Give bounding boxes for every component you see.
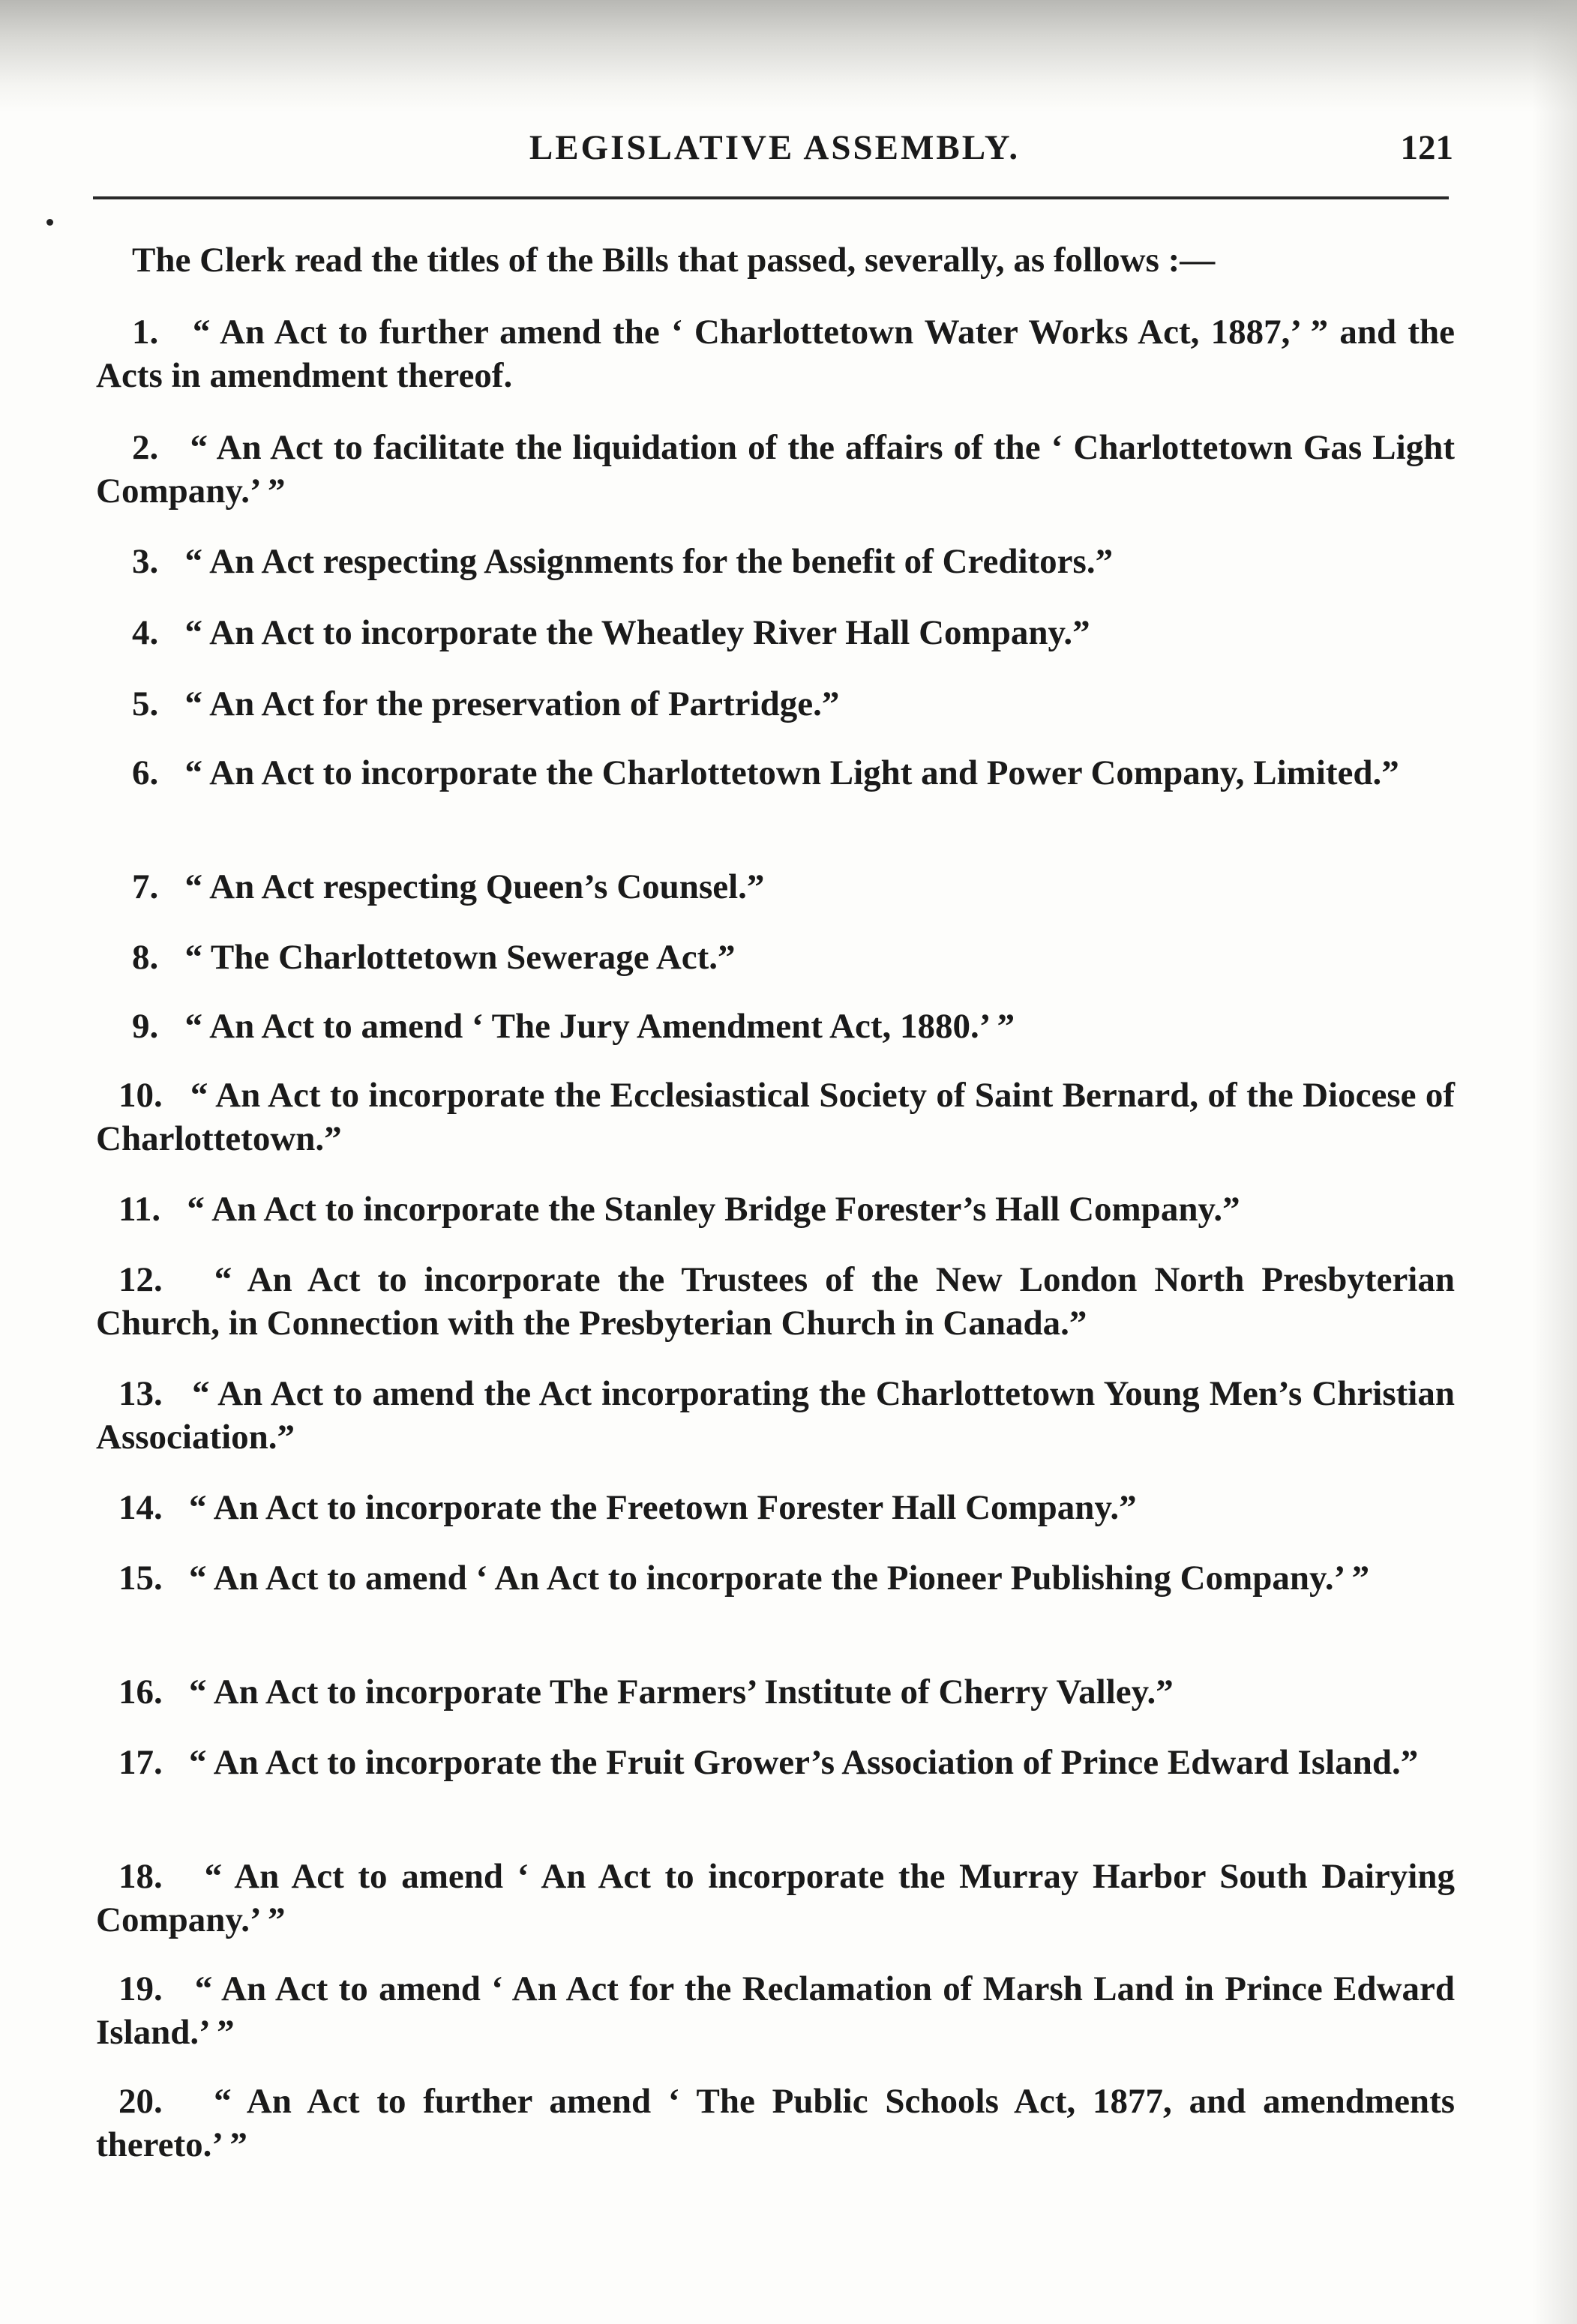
item-text: “ An Act to further amend ‘ The Public Schools Act, 1877, and amendments thereto.’ ” xyxy=(96,2082,1456,2164)
item-text: “ An Act to incorporate The Farmers’ Institute of Cherry Valley.” xyxy=(189,1673,1174,1712)
intro-paragraph: The Clerk read the titles of the Bills that passed, severally, as follows :— xyxy=(132,241,1216,280)
item-text: “ An Act to incorporate the Ecclesiastical Society of Saint Bernard, of the Diocese of Charlottetown.” xyxy=(96,1076,1456,1158)
list-item xyxy=(96,1372,1455,1459)
list-item xyxy=(96,310,1455,397)
page-header xyxy=(96,120,1453,172)
list-item xyxy=(96,1258,1455,1345)
list-item xyxy=(96,1855,1455,1942)
item-number: 4. xyxy=(132,613,159,652)
list-item xyxy=(96,865,1455,909)
item-number: 20. xyxy=(118,2082,163,2121)
item-text: “ The Charlottetown Sewerage Act.” xyxy=(184,938,736,977)
list-item xyxy=(96,682,1455,726)
list-item xyxy=(96,1187,1455,1231)
item-number: 13. xyxy=(118,1374,163,1413)
item-text: “ An Act for the preservation of Partridge.” xyxy=(184,684,840,723)
item-number: 16. xyxy=(118,1673,163,1712)
item-number: 18. xyxy=(118,1857,163,1896)
item-number: 1. xyxy=(132,313,159,352)
header-rule xyxy=(93,196,1449,199)
list-item xyxy=(96,611,1455,654)
list-item xyxy=(96,1670,1455,1714)
list-item xyxy=(96,1967,1455,2054)
ink-speck xyxy=(46,219,53,226)
item-number: 9. xyxy=(132,1007,159,1046)
item-number: 11. xyxy=(118,1190,161,1229)
item-text: “ An Act to amend ‘ An Act to incorporate the Murray Harbor South Dairying Company.’ ” xyxy=(96,1857,1455,1939)
item-text: “ An Act to amend ‘ An Act for the Reclamation of Marsh Land in Prince Edward Island.’ ” xyxy=(96,1969,1456,2052)
item-number: 5. xyxy=(132,684,159,723)
list-item xyxy=(96,1074,1455,1161)
list-item xyxy=(96,1005,1455,1048)
item-text: “ An Act to amend ‘ The Jury Amendment Act, 1880.’ ” xyxy=(184,1007,1015,1046)
item-number: 19. xyxy=(118,1969,163,2008)
item-text: “ An Act to amend ‘ An Act to incorporate the Pioneer Publishing Company.’ ” xyxy=(189,1559,1370,1598)
item-text: “ An Act to amend the Act incorporating the Charlottetown Young Men’s Christian Association.” xyxy=(96,1374,1456,1457)
item-number: 6. xyxy=(132,753,159,792)
item-number: 12. xyxy=(118,1260,163,1299)
item-text: “ An Act to further amend the ‘ Charlottetown Water Works Act, 1887,’ ” and the Acts in amendment thereof. xyxy=(96,313,1455,395)
scan-shadow-right xyxy=(1532,0,1577,2324)
item-text: “ An Act to incorporate the Stanley Bridge Forester’s Hall Company.” xyxy=(187,1190,1240,1229)
list-item xyxy=(96,1486,1455,1529)
list-item xyxy=(96,426,1455,513)
list-item xyxy=(96,540,1455,583)
list-item xyxy=(96,1556,1455,1600)
item-text: “ An Act to incorporate the Charlottetown Light and Power Company, Limited.” xyxy=(184,753,1399,792)
item-text: “ An Act to facilitate the liquidation of the affairs of the ‘ Charlottetown Gas Light Company.’ ” xyxy=(96,428,1455,511)
list-item xyxy=(96,2080,1455,2167)
scan-shadow-top xyxy=(0,0,1577,112)
item-text: “ An Act to incorporate the Fruit Grower’s Association of Prince Edward Island.” xyxy=(189,1743,1419,1782)
item-number: 7. xyxy=(132,867,159,906)
list-item xyxy=(96,751,1455,795)
list-item xyxy=(96,936,1455,979)
item-number: 8. xyxy=(132,938,159,977)
item-text: “ An Act to incorporate the Wheatley River Hall Company.” xyxy=(184,613,1090,652)
running-head: LEGISLATIVE ASSEMBLY. xyxy=(529,128,1021,167)
item-text: “ An Act to incorporate the Trustees of the New London North Presbyterian Church, in Connection with the Presbyterian Church in Canada.” xyxy=(96,1260,1456,1343)
item-number: 15. xyxy=(118,1559,163,1598)
item-text: “ An Act respecting Assignments for the benefit of Creditors.” xyxy=(184,542,1114,581)
page-number: 121 xyxy=(1400,128,1453,167)
item-number: 17. xyxy=(118,1743,163,1782)
item-number: 10. xyxy=(118,1076,163,1115)
item-number: 14. xyxy=(118,1488,163,1527)
item-number: 3. xyxy=(132,542,159,581)
item-text: “ An Act respecting Queen’s Counsel.” xyxy=(184,867,765,906)
list-item xyxy=(96,1741,1455,1784)
item-text: “ An Act to incorporate the Freetown Forester Hall Company.” xyxy=(189,1488,1137,1527)
item-number: 2. xyxy=(132,428,159,467)
